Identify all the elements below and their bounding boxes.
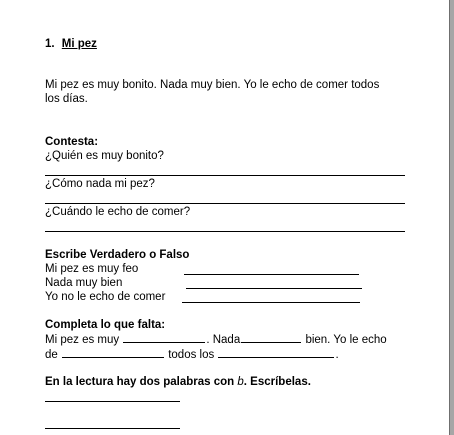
- word-line-1[interactable]: [45, 401, 180, 402]
- exercise-number: 1.: [45, 38, 55, 50]
- question-1: ¿Quién es muy bonito?: [45, 150, 164, 162]
- completa-text-1c: bien. Yo le echo: [305, 334, 387, 346]
- blank-2[interactable]: [241, 332, 301, 343]
- vf-item-3: Yo no le echo de comer: [45, 291, 166, 303]
- completa-heading: Completa lo que falta:: [45, 319, 166, 331]
- vf-item-1: Mi pez es muy feo: [45, 263, 139, 275]
- completa-line-2: [45, 347, 339, 362]
- answer-line-2[interactable]: [45, 203, 405, 204]
- completa-text-2b: todos los: [168, 349, 215, 361]
- exercise-title-text: Mi pez: [61, 38, 97, 50]
- blank-4[interactable]: [218, 347, 334, 358]
- answer-line-1[interactable]: [45, 175, 405, 176]
- vf-item-2: Nada muy bien: [45, 277, 123, 289]
- contesta-heading: Contesta:: [45, 136, 99, 148]
- lectura-heading-text-b: . Escríbelas.: [243, 376, 311, 388]
- completa-text-2c: .: [335, 349, 339, 361]
- completa-text-1b: . Nada: [206, 334, 241, 346]
- exercise-title: [45, 37, 97, 51]
- reading-line-2: los días.: [45, 93, 88, 105]
- question-2: ¿Cómo nada mi pez?: [45, 178, 155, 190]
- blank-1[interactable]: [123, 332, 205, 343]
- vf-answer-line-1[interactable]: [184, 274, 359, 275]
- completa-text-2a: de: [45, 349, 58, 361]
- completa-text-1a: Mi pez es muy: [45, 334, 120, 346]
- completa-line-1: [45, 332, 387, 347]
- question-3: ¿Cuándo le echo de comer?: [45, 206, 191, 218]
- answer-line-3[interactable]: [45, 231, 405, 232]
- reading-line-1: Mi pez es muy bonito. Nada muy bien. Yo le echo de comer todos: [45, 79, 380, 91]
- verdadero-heading: Escribe Verdadero o Falso: [45, 249, 190, 261]
- lectura-heading: [45, 375, 311, 389]
- lectura-heading-letter: b: [237, 376, 244, 388]
- vf-answer-line-2[interactable]: [186, 288, 362, 289]
- word-line-2[interactable]: [45, 428, 180, 429]
- vf-answer-line-3[interactable]: [182, 302, 360, 303]
- blank-3[interactable]: [62, 347, 164, 358]
- lectura-heading-text-a: En la lectura hay dos palabras con: [45, 376, 238, 388]
